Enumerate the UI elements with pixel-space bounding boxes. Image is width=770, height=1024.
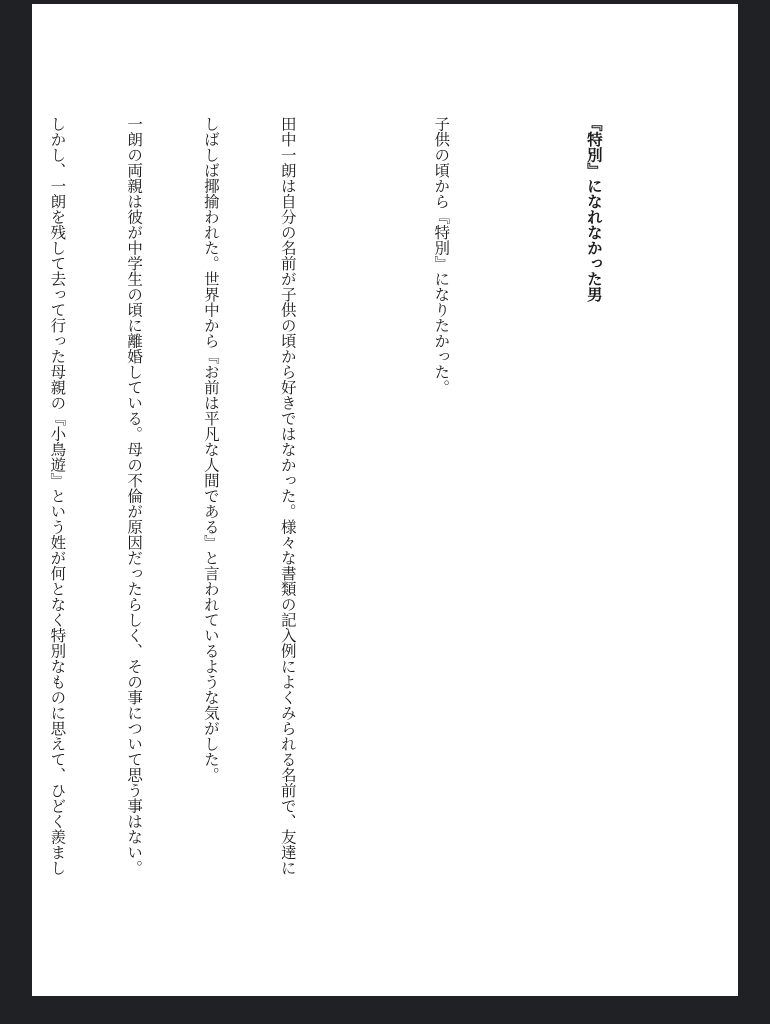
text-line: しばしば揶揄われた。世界中から『お前は平凡な人間である』と言われているような気がした。 (201, 116, 220, 783)
blank-line (504, 116, 530, 876)
text-line: 一朗の両親は彼が中学生の頃に離婚している。母の不倫が原因だったらしく、その事について思う事はない。 (125, 116, 144, 876)
blank-line (351, 116, 377, 876)
text-line: 子供の頃から『特別』になりたかった。 (432, 116, 451, 395)
vertical-text-body (32, 116, 658, 876)
text-line: しかし、一朗を残して去って行った母親の『小鳥遊』という姓が何となく特別なものに思えて、ひどく羨まし (48, 116, 67, 876)
document-page (32, 4, 738, 996)
text-line: 田中一朗は自分の名前が子供の頃から好きではなかった。様々な書類の記入例によくみられる名前で、友達に (278, 116, 297, 876)
document-title: 『特別』になれなかった男 (584, 116, 604, 302)
